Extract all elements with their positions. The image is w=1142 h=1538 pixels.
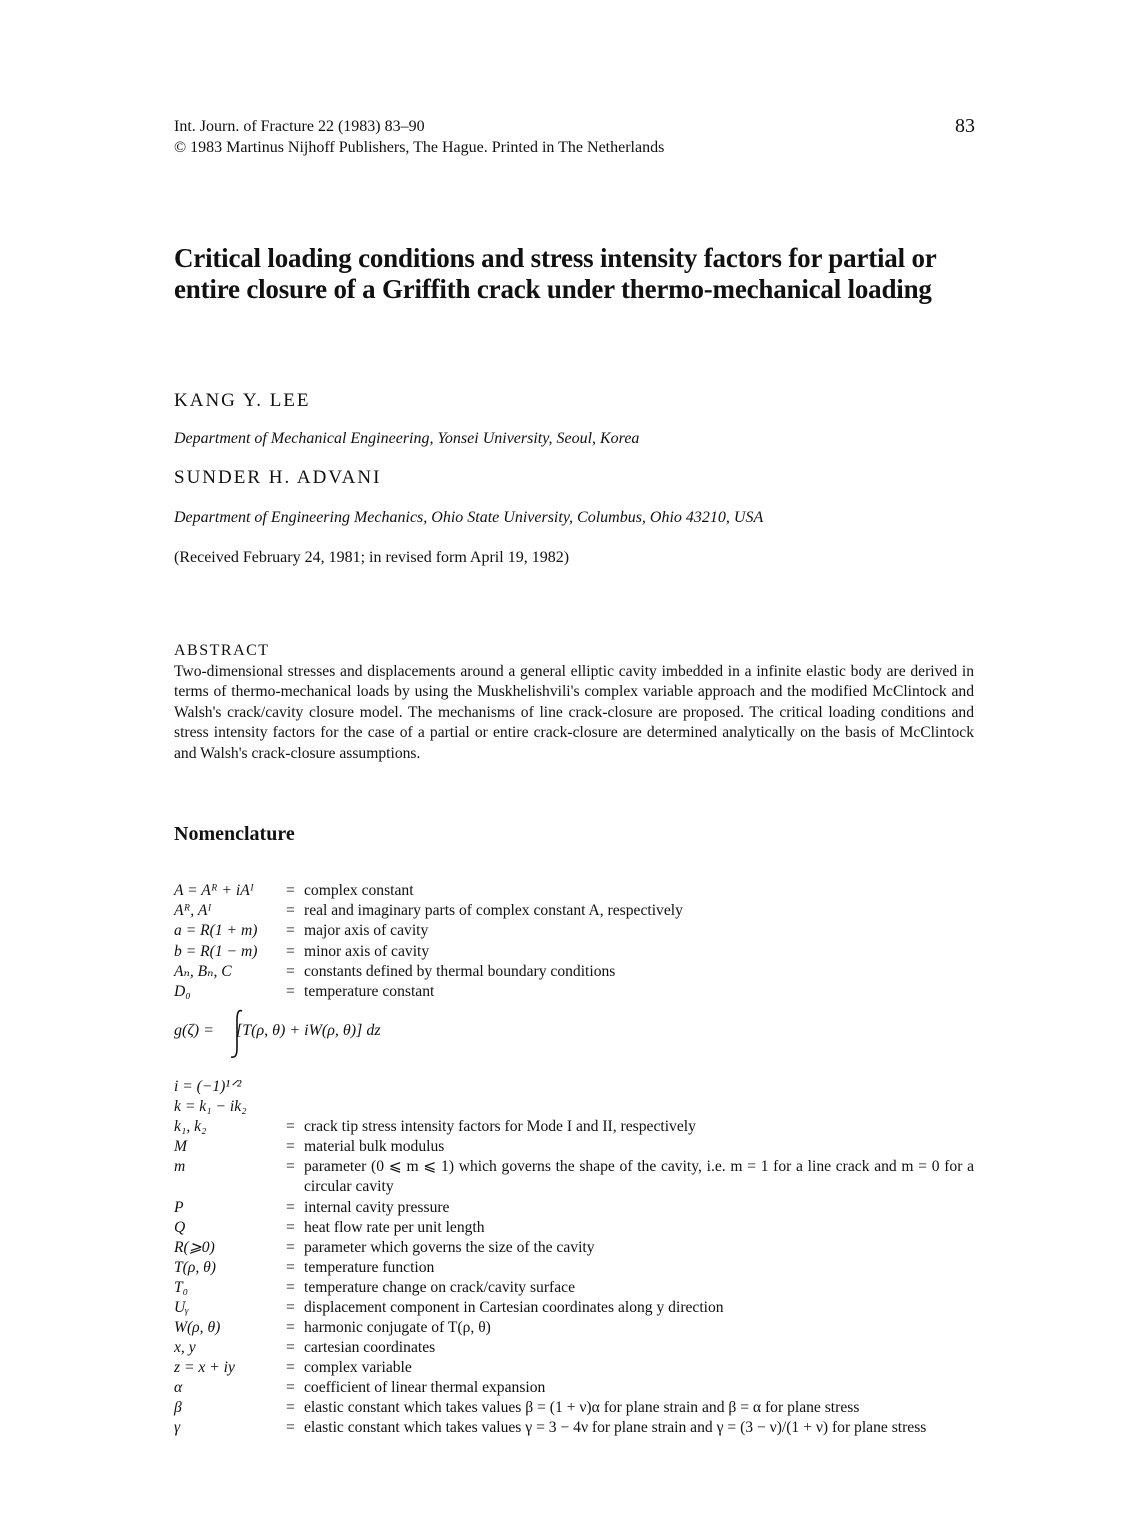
- nom-symbol: Q: [174, 1219, 186, 1236]
- author-1-name: KANG Y. LEE: [174, 390, 311, 411]
- nom-symbol: α: [174, 1379, 183, 1396]
- equals-sign: =: [286, 1339, 295, 1356]
- page-number: 83: [955, 115, 975, 137]
- nom-definition: parameter which governs the size of the cavity: [304, 1239, 595, 1256]
- nom-symbol: a = R(1 + m): [174, 922, 258, 939]
- nom-definition: complex constant: [304, 882, 414, 899]
- nomenclature-heading: Nomenclature: [174, 823, 295, 845]
- nom-symbol: M: [174, 1138, 187, 1155]
- nom-symbol: k = k₁ − ik₂: [174, 1098, 247, 1115]
- equals-sign: =: [286, 1379, 295, 1396]
- nom-definition: elastic constant which takes values β = (1 + ν)α for plane strain and β = α for plane stress: [304, 1399, 860, 1416]
- nom-definition: harmonic conjugate of T(ρ, θ): [304, 1319, 491, 1336]
- nom-symbol: W(ρ, θ): [174, 1319, 221, 1336]
- nom-definition: cartesian coordinates: [304, 1339, 436, 1356]
- paper-title: Critical loading conditions and stress intensity factors for partial or entire closure of a Griffith crack under thermo-mechanical loading: [174, 243, 937, 304]
- nom-definition: parameter (0 ⩽ m ⩽ 1) which governs the shape of the cavity, i.e. m = 1 for a line crack and m = 0 for a circular cavity: [304, 1158, 974, 1196]
- nom-symbol: P: [174, 1199, 184, 1216]
- nom-definition: temperature function: [304, 1259, 435, 1276]
- nom-symbol: z = x + iy: [174, 1359, 235, 1376]
- abstract-heading: ABSTRACT: [174, 642, 270, 659]
- author-2-name: SUNDER H. ADVANI: [174, 467, 382, 488]
- nom-definition: temperature change on crack/cavity surface: [304, 1279, 576, 1296]
- received-dates: (Received February 24, 1981; in revised form April 19, 1982): [174, 549, 570, 566]
- nom-definition: internal cavity pressure: [304, 1199, 450, 1216]
- equals-sign: =: [286, 1259, 295, 1276]
- abstract-text: Two-dimensional stresses and displacements around a general elliptic cavity imbedded in a infinite elastic body are derived in terms of thermo-mechanical loads by using the Muskhelishvili's complex variable approach and the modified McClintock and Walsh's crack/cavity closure model. The mechanisms of line crack-closure are proposed. The critical loading conditions and stress intensity factors for the case of a partial or entire crack-closure are determined analytically on the basis of McClintock and Walsh's crack-closure assumptions.: [174, 663, 974, 762]
- nom-symbol: k₁, k₂: [174, 1118, 207, 1135]
- nom-definition: complex variable: [304, 1359, 412, 1376]
- nom-symbol: γ: [174, 1419, 181, 1436]
- equals-sign: =: [286, 983, 295, 1000]
- equals-sign: =: [286, 1359, 295, 1376]
- nom-symbol: Aₙ, Bₙ, C: [174, 963, 232, 980]
- journal-citation: Int. Journ. of Fracture 22 (1983) 83–90: [174, 118, 425, 135]
- equals-sign: =: [286, 943, 295, 960]
- copyright-line: © 1983 Martinus Nijhoff Publishers, The Hague. Printed in The Netherlands: [174, 139, 665, 156]
- nom-symbol: R(⩾0): [174, 1239, 215, 1256]
- nom-definition: minor axis of cavity: [304, 943, 430, 960]
- equals-sign: =: [286, 1219, 295, 1236]
- equals-sign: =: [286, 902, 295, 919]
- nom-symbol: T(ρ, θ): [174, 1259, 216, 1276]
- equals-sign: =: [286, 1158, 295, 1175]
- equals-sign: =: [286, 1399, 295, 1416]
- equals-sign: =: [286, 922, 295, 939]
- nom-definition: displacement component in Cartesian coordinates along y direction: [304, 1299, 724, 1316]
- nom-definition: temperature constant: [304, 983, 435, 1000]
- equals-sign: =: [286, 882, 295, 899]
- nom-definition: elastic constant which takes values γ = 3 − 4ν for plane strain and γ = (3 − ν)/(1 + ν) for plane stress: [304, 1419, 927, 1436]
- equals-sign: =: [286, 1419, 295, 1436]
- nom-symbol: x, y: [174, 1339, 196, 1356]
- author-2-affiliation: Department of Engineering Mechanics, Ohio State University, Columbus, Ohio 43210, USA: [174, 509, 764, 526]
- nom-symbol: b = R(1 − m): [174, 943, 258, 960]
- integral-lhs: g(ζ) =: [174, 1022, 214, 1039]
- equals-sign: =: [286, 1118, 295, 1135]
- nom-definition: material bulk modulus: [304, 1138, 445, 1155]
- equals-sign: =: [286, 1279, 295, 1296]
- nom-symbol: Uᵧ: [174, 1299, 189, 1316]
- nom-symbol: Aᴿ, Aᴵ: [174, 902, 212, 919]
- equals-sign: =: [286, 1239, 295, 1256]
- nom-symbol: D₀: [174, 983, 191, 1000]
- nom-symbol: β: [174, 1399, 182, 1416]
- integral-equation: [174, 1022, 381, 1040]
- equals-sign: =: [286, 1319, 295, 1336]
- integral-rhs: [T(ρ, θ) + iW(ρ, θ)] dz: [236, 1022, 381, 1039]
- nom-symbol: T₀: [174, 1279, 189, 1296]
- nom-definition: real and imaginary parts of complex constant A, respectively: [304, 902, 683, 919]
- nom-symbol: m: [174, 1158, 186, 1175]
- author-1-affiliation: Department of Mechanical Engineering, Yonsei University, Seoul, Korea: [174, 430, 640, 447]
- nom-symbol: A = Aᴿ + iAᴵ: [174, 882, 254, 899]
- equals-sign: =: [286, 1299, 295, 1316]
- nom-definition: constants defined by thermal boundary conditions: [304, 963, 616, 980]
- equals-sign: =: [286, 963, 295, 980]
- nom-definition: major axis of cavity: [304, 922, 429, 939]
- equals-sign: =: [286, 1199, 295, 1216]
- nom-definition: crack tip stress intensity factors for Mode I and II, respectively: [304, 1118, 696, 1135]
- nom-symbol: i = (−1)¹ᐟ²: [174, 1078, 242, 1095]
- equals-sign: =: [286, 1138, 295, 1155]
- nom-definition: heat flow rate per unit length: [304, 1219, 485, 1236]
- nom-definition: coefficient of linear thermal expansion: [304, 1379, 546, 1396]
